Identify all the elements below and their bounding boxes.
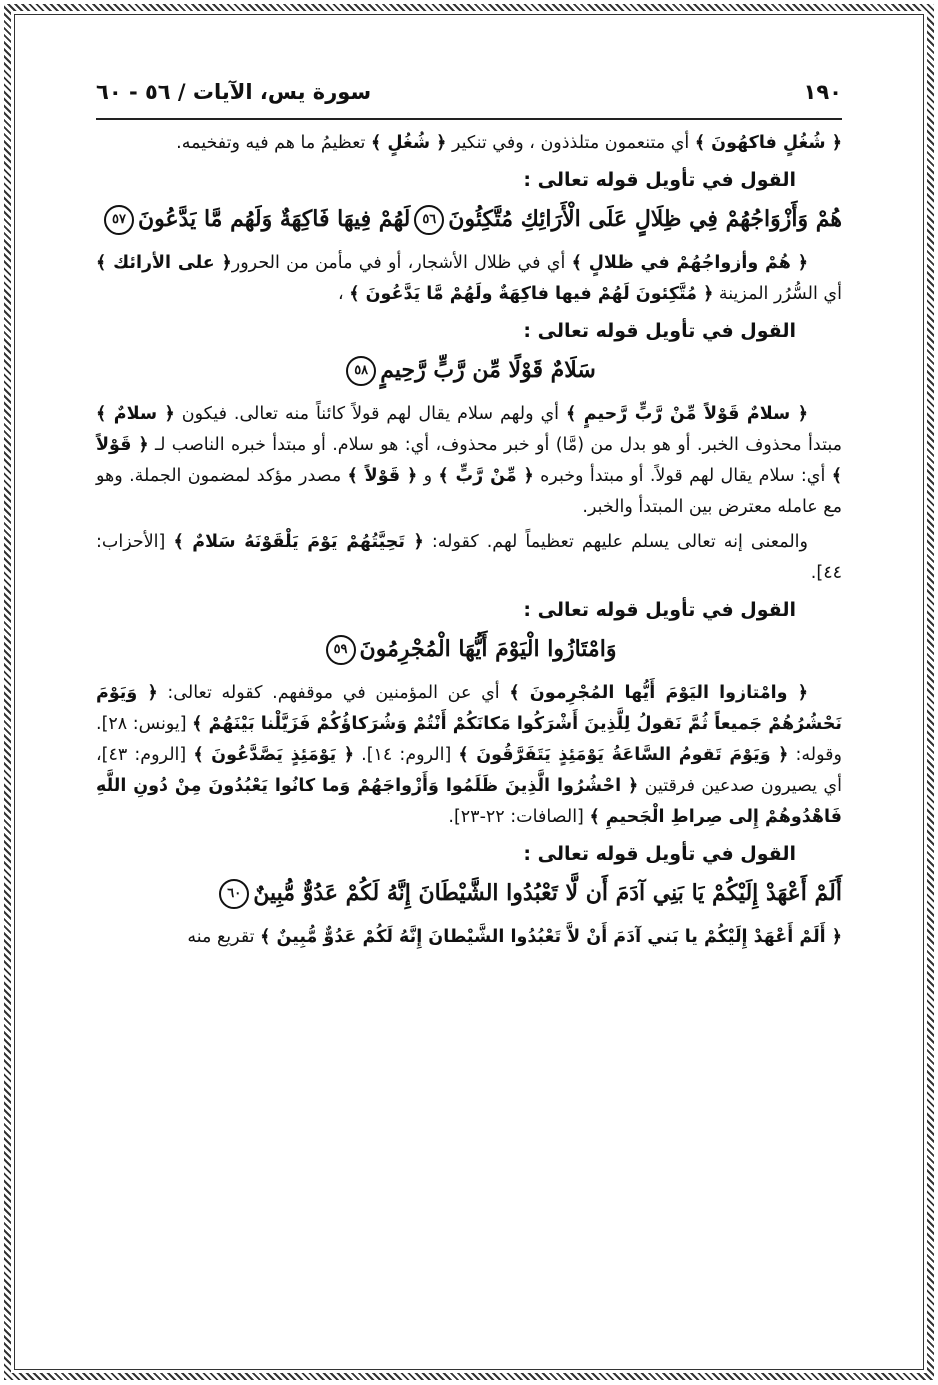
- quran-quote: ﴿ وَيَوْمَ نَحْشُرُهُمْ جَميعاً ثُمَّ نَقولُ لِلَّذِينَ أَشْرَكُوا مَكانَكُمْ أَنْتُمْ وَشُرَكاؤُكُمْ فَزَيَّلْنا بَيْنَهُمْ ﴾: [96, 683, 842, 734]
- verse-58: [96, 351, 842, 389]
- quran-quote: ﴿ شُغُلٍ ﴾: [371, 133, 447, 153]
- commentary-text: أي عن المؤمنين في موقفهم. كقوله تعالى:: [157, 683, 510, 703]
- commentary-text: والمعنى إنه تعالى يسلم عليهم تعظيماً لهم. كقوله:: [423, 532, 808, 552]
- commentary-text: و: [417, 466, 439, 486]
- quran-quote: ﴿ قَوْلاً ﴾: [347, 466, 418, 486]
- quran-quote: ﴿ سلامٌ قَوْلاً مِّنْ رَّبٍّ رَّحيمٍ ﴾: [566, 404, 808, 424]
- paragraph-1: [96, 128, 842, 159]
- verse-60: [96, 874, 842, 912]
- header-rule: [96, 118, 842, 120]
- verse-56-57: [96, 200, 842, 238]
- verse-text: أَلَمْ أَعْهَدْ إِلَيْكُمْ يَا بَنِي آدَمَ أَن لَّا تَعْبُدُوا الشَّيْطَانَ إِنَّهُ لَكُمْ عَدُوٌّ مُّبِينٌ: [253, 880, 842, 906]
- ayah-number-marker: ٥٦: [414, 205, 444, 235]
- commentary-text: أي السُّرُر المزينة: [713, 284, 842, 304]
- commentary-text: أي ولهم سلام يقال لهم قولاً كائناً منه تعالى. فيكون: [174, 404, 566, 424]
- quran-quote: ﴿ مُتَّكِئونَ لَهُمْ فيها فاكِهَةٌ ولَهُمْ مَّا يَدَّعُونَ ﴾: [349, 284, 714, 304]
- section-heading: القول في تأويل قوله تعالى :: [523, 843, 796, 865]
- ayah-number-marker: ٦٠: [219, 879, 249, 909]
- page-body: [96, 128, 842, 957]
- citation: [الصافات: ٢٢-٢٣].: [448, 807, 590, 827]
- verse-text: سَلَامٌ قَوْلًا مِّن رَّبٍّ رَّحِيمٍ: [380, 357, 596, 383]
- citation: [الروم: ١٤].: [354, 745, 459, 765]
- quran-quote: ﴿ هُمْ وأزواجُهُمْ في ظلالٍ ﴾: [571, 253, 808, 273]
- section-heading: القول في تأويل قوله تعالى :: [523, 599, 796, 621]
- quran-quote: ﴿ قَوْلاً ﴾: [96, 435, 842, 486]
- section-heading: القول في تأويل قوله تعالى :: [523, 320, 796, 342]
- commentary-text: أي: سلام يقال لهم قولاً. أو مبتدأ وخبره: [533, 466, 832, 486]
- quran-quote: ﴿ مِّنْ رَّبٍّ ﴾: [438, 466, 534, 486]
- verse-text: لَهُمْ فِيهَا فَاكِهَةٌ وَلَهُم مَّا يَدَّعُونَ: [137, 206, 411, 232]
- paragraph-6: [96, 922, 842, 953]
- ayah-number-marker: ٥٧: [104, 205, 134, 235]
- commentary-text: تقريع منه: [187, 927, 261, 947]
- commentary-text: تعظيمُ ما هم فيه وتفخيمه.: [176, 133, 371, 153]
- paragraph-5: [96, 678, 842, 833]
- ayah-number-marker: ٥٨: [346, 356, 376, 386]
- paragraph-2: [96, 248, 842, 310]
- quran-quote: ﴿ وَيَوْمَ تَقومُ السَّاعَةُ يَوْمَئِذٍ يَتَفَرَّقُونَ ﴾: [458, 745, 789, 765]
- quran-quote: ﴿ سلامٌ ﴾: [96, 404, 175, 424]
- verse-59: [96, 630, 842, 668]
- quran-quote: ﴿ على الأرائك ﴾: [96, 253, 232, 273]
- paragraph-4: [96, 527, 842, 589]
- commentary-text: مبتدأ محذوف الخبر. أو هو بدل من (مَّا) أو خبر محذوف، أي: هو سلام. أو مبتدأ خبره الناصب لـ: [148, 435, 842, 455]
- paragraph-3: [96, 399, 842, 523]
- quran-quote: ﴿ احْشُرُوا الَّذِينَ ظَلَمُوا وَأَزْواجَهُمْ وَما كانُوا يَعْبُدُونَ مِنْ دُونِ اللَّهِ فَاهْدُوهُمْ إِلى صِراطِ الْجَحيمِ ﴾: [96, 776, 842, 827]
- ayah-number-marker: ٥٩: [326, 635, 356, 665]
- page-number: ١٩٠: [803, 80, 842, 104]
- commentary-text: أي في ظلال الأشجار، أو في مأمن من الحرور: [231, 253, 572, 273]
- commentary-text: مصدر مؤكد لمضمون الجملة. وهو مع عامله معترض بين المبتدأ والخبر.: [96, 466, 842, 517]
- quran-quote: ﴿ أَلَمْ أَعْهَدْ إِلَيْكُمْ يا بَني آدَمَ أَنْ لاَّ تَعْبُدُوا الشَّيْطانَ إِنَّهُ لَكُمْ عَدُوٌّ مُّبِينٌ ﴾: [260, 927, 842, 947]
- commentary-text: [الروم: ٤٣]، أي يصيرون صدعين فرقتين: [96, 745, 842, 796]
- running-title: سورة يس، الآيات / ٥٦ - ٦٠: [96, 80, 372, 104]
- quran-quote: ﴿ شُغُلٍ فاكهُونَ ﴾: [694, 133, 842, 153]
- quran-quote: ﴿ تَحِيَّتُهُمْ يَوْمَ يَلْقَوْنَهُ سَلامٌ ﴾: [173, 532, 424, 552]
- commentary-text: ،: [338, 284, 350, 304]
- verse-text: هُمْ وَأَزْوَاجُهُمْ فِي ظِلَالٍ عَلَى الْأَرَائِكِ مُتَّكِئُونَ: [448, 206, 842, 232]
- section-heading: القول في تأويل قوله تعالى :: [523, 169, 796, 191]
- quran-quote: ﴿ يَوْمَئِذٍ يَصَّدَّعُونَ ﴾: [193, 745, 355, 765]
- commentary-text: أي متنعمون متلذذون ، وفي تنكير: [446, 133, 695, 153]
- quran-quote: ﴿ وامْتازوا اليَوْمَ أَيُّها المُجْرِمونَ ﴾: [509, 683, 808, 703]
- citation: [يونس: ٢٨]. وقوله:: [96, 714, 842, 765]
- page-header: [96, 70, 842, 114]
- verse-text: وَامْتَازُوا الْيَوْمَ أَيُّهَا الْمُجْرِمُونَ: [359, 636, 617, 662]
- citation: [الأحزاب: ٤٤].: [96, 532, 842, 583]
